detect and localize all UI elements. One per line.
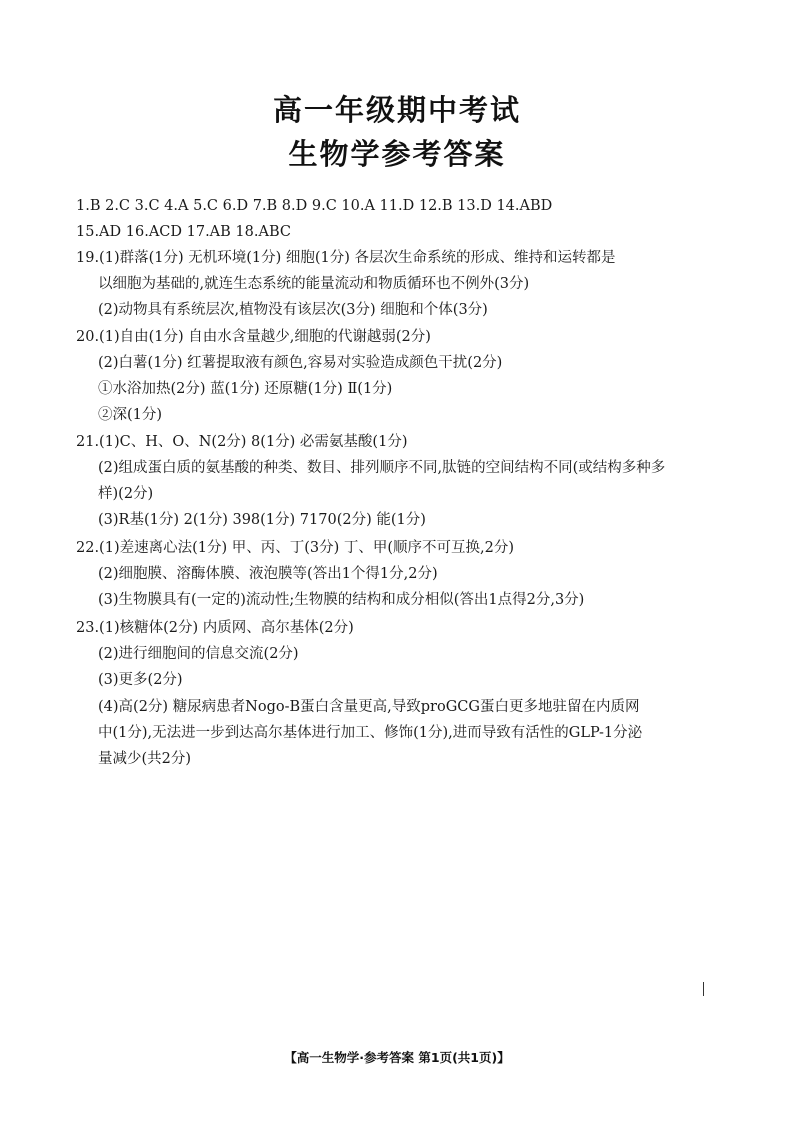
q22-line-2: (2)细胞膜、溶酶体膜、液泡膜等(答出1个得1分,2分) [98, 566, 438, 582]
q19-line-1: 19.(1)群落(1分) 无机环境(1分) 细胞(1分) 各层次生命系统的形成、维持和运转都是 [76, 250, 616, 266]
q21-line-1: 21.(1)C、H、O、N(2分) 8(1分) 必需氨基酸(1分) [76, 434, 408, 450]
q21-line-2: (2)组成蛋白质的氨基酸的种类、数目、排列顺序不同,肽链的空间结构不同(或结构多种多 [98, 460, 666, 476]
q19-line-3: (2)动物具有系统层次,植物没有该层次(3分) 细胞和个体(3分) [98, 302, 488, 318]
page-footer: 【高一生物学·参考答案 第1页(共1页)】 [284, 1050, 510, 1065]
page-subtitle: 生物学参考答案 [288, 137, 506, 171]
choice-answers-row-1: 1.B 2.C 3.C 4.A 5.C 6.D 7.B 8.D 9.C 10.A 11.D 12.B 13.D 14.ABD [76, 198, 553, 214]
q23-line-5: 中(1分),无法进一步到达高尔基体进行加工、修饰(1分),进而导致有活性的GLP-1分泌 [98, 725, 643, 741]
q20-line-3: ①水浴加热(2分) 蓝(1分) 还原糖(1分) Ⅱ(1分) [98, 381, 393, 397]
q21-line-3: 样)(2分) [98, 486, 154, 502]
q20-line-4: ②深(1分) [98, 407, 163, 423]
q20-line-2: (2)白薯(1分) 红薯提取液有颜色,容易对实验造成颜色干扰(2分) [98, 355, 503, 371]
q22-line-3: (3)生物膜具有(一定的)流动性;生物膜的结构和成分相似(答出1点得2分,3分) [98, 592, 585, 608]
q23-line-4: (4)高(2分) 糖尿病患者Nogo-B蛋白含量更高,导致proGCG蛋白更多地驻留在内质网 [98, 699, 640, 715]
q21-line-4: (3)R基(1分) 2(1分) 398(1分) 7170(2分) 能(1分) [98, 512, 426, 528]
q23-line-3: (3)更多(2分) [98, 672, 183, 688]
q23-line-2: (2)进行细胞间的信息交流(2分) [98, 646, 299, 662]
page-title: 高一年级期中考试 [272, 93, 521, 127]
choice-answers-row-2: 15.AD 16.ACD 17.AB 18.ABC [76, 224, 291, 240]
q19-line-2: 以细胞为基础的,就连生态系统的能量流动和物质循环也不例外(3分) [98, 276, 530, 292]
q23-line-6: 量减少(共2分) [98, 751, 192, 767]
q20-line-1: 20.(1)自由(1分) 自由水含量越少,细胞的代谢越弱(2分) [76, 329, 431, 345]
margin-mark [703, 982, 704, 996]
q22-line-1: 22.(1)差速离心法(1分) 甲、丙、丁(3分) 丁、甲(顺序不可互换,2分) [76, 540, 515, 556]
q23-line-1: 23.(1)核糖体(2分) 内质网、高尔基体(2分) [76, 620, 354, 636]
